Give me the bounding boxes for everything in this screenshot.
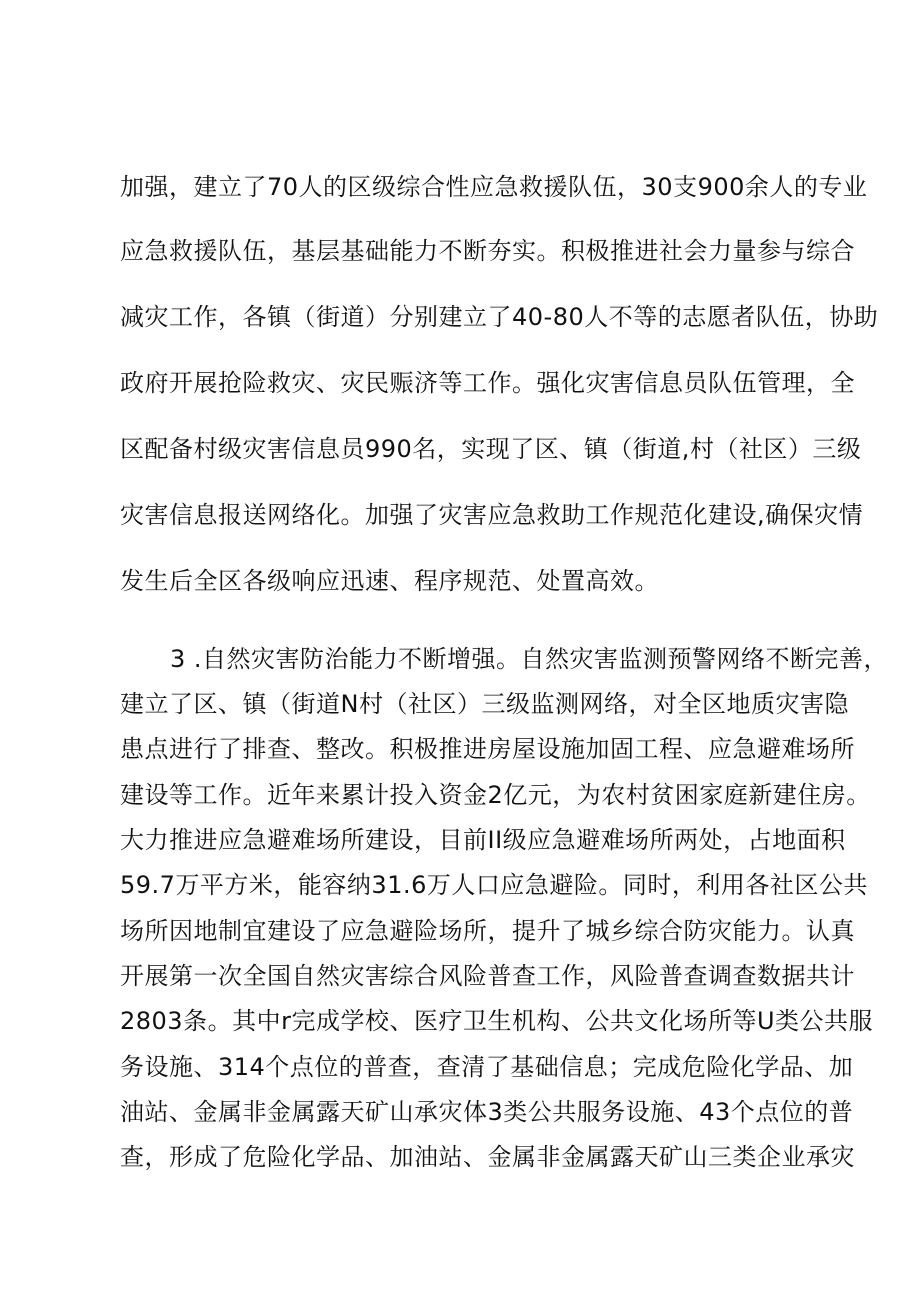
text-line: 查，形成了危险化学品、加油站、金属非金属露天矿山三类企业承灾	[120, 1143, 855, 1171]
text-line: 场所因地制宜建设了应急避险场所，提升了城乡综合防灾能力。认真	[120, 917, 855, 945]
text-line: 应急救援队伍，基层基础能力不断夯实。积极推进社会力量参与综合	[120, 237, 855, 265]
text-line: 区配备村级灾害信息员990名，实现了区、镇（街道,村（社区）三级	[120, 435, 862, 463]
text-line: 减灾工作，各镇（街道）分别建立了40-80人不等的志愿者队伍，协助	[120, 303, 879, 331]
text-line: 大力推进应急避难场所建设，目前II级应急避难场所两处，占地面积	[120, 826, 846, 854]
text-line: 建立了区、镇（街道N村（社区）三级监测网络，对全区地质灾害隐	[120, 690, 849, 718]
text-line: 59.7万平方米，能容纳31.6万人口应急避险。同时，利用各社区公共	[120, 871, 868, 899]
text-line: 油站、金属非金属露天矿山承灾体3类公共服务设施、43个点位的普	[120, 1098, 854, 1126]
text-line: 2803条。其中r完成学校、医疗卫生机构、公共文化场所等U类公共服	[120, 1007, 874, 1035]
text-line: 3 .自然灾害防治能力不断增强。自然灾害监测预警网络不断完善，	[170, 645, 889, 673]
text-line: 建设等工作。近年来累计投入资金2亿元，为农村贫困家庭新建住房。	[120, 781, 871, 809]
text-line: 务设施、314个点位的普查，查清了基础信息；完成危险化学品、加	[120, 1053, 854, 1081]
text-line: 开展第一次全国自然灾害综合风险普查工作，风险普查调查数据共计	[120, 962, 855, 990]
text-line: 政府开展抢险救灾、灾民赈济等工作。强化灾害信息员队伍管理，全	[120, 369, 855, 397]
text-line: 灾害信息报送网络化。加强了灾害应急救助工作规范化建设,确保灾情	[120, 501, 864, 529]
text-line: 加强，建立了70人的区级综合性应急救援队伍，30支900余人的专业	[120, 173, 868, 201]
text-line: 发生后全区各级响应迅速、程序规范、处置高效。	[120, 567, 659, 595]
text-line: 患点进行了排查、整改。积极推进房屋设施加固工程、应急避难场所	[120, 735, 855, 763]
